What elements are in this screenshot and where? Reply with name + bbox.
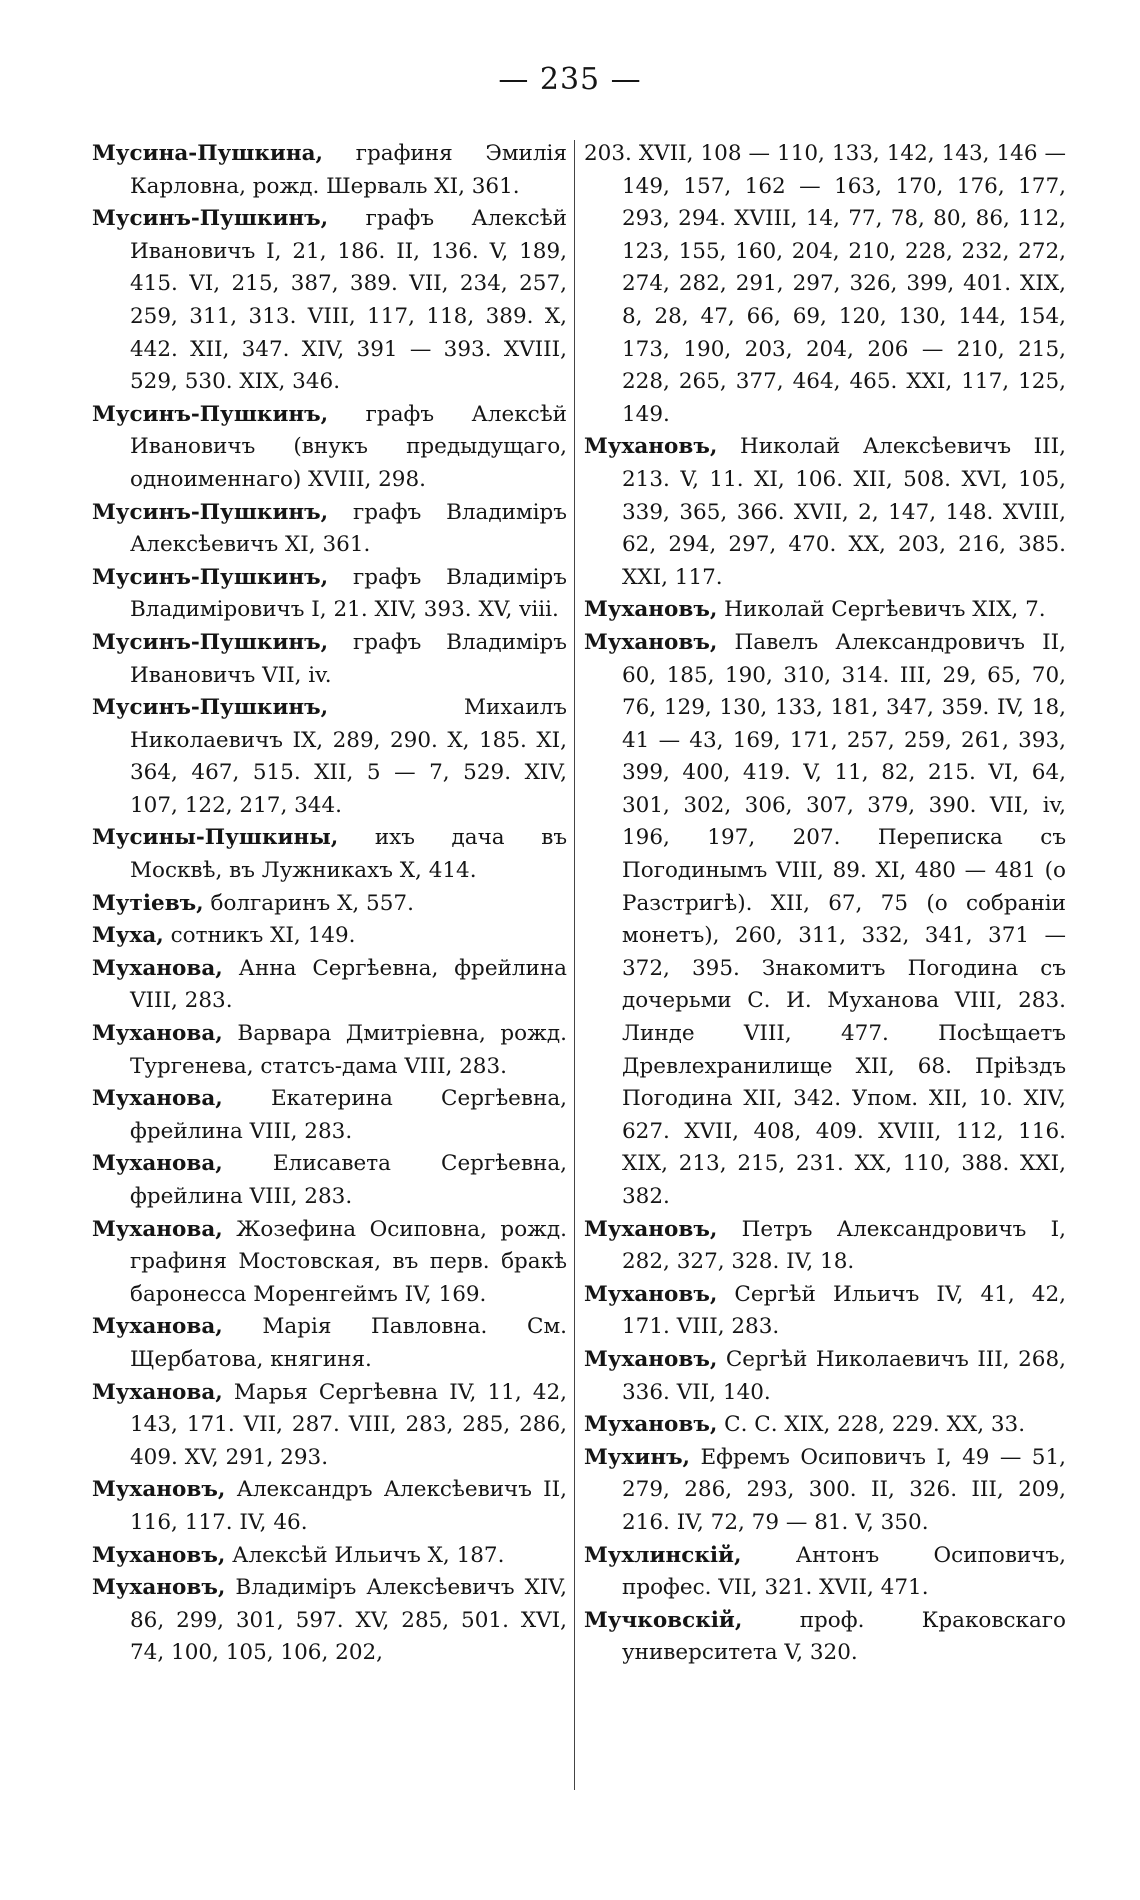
left-column: [92, 138, 567, 1670]
column-divider: [574, 140, 575, 1790]
entry-name: Мухановъ,: [584, 434, 718, 460]
entry-name: Мухановъ,: [92, 1477, 226, 1503]
index-entry: [584, 1605, 1066, 1670]
index-entry: [584, 431, 1066, 594]
entry-text: графъ Владиміръ Ивановичъ VII, iv.: [130, 629, 567, 688]
entry-text: Сергѣй Николаевичъ III, 268, 336. VII, 140.: [622, 1346, 1067, 1405]
entry-text: болгаринъ X, 557.: [210, 890, 414, 916]
index-entry: [92, 1214, 567, 1312]
index-entry: [92, 1311, 567, 1376]
entry-name: Мусинъ-Пушкинъ,: [92, 564, 329, 590]
right-column: [584, 138, 1066, 1670]
entry-name: Муханова,: [92, 1314, 223, 1340]
entry-name: Мухановъ,: [92, 1542, 226, 1568]
entry-text: Екатерина Сергѣевна, фрейлина VIII, 283.: [130, 1086, 567, 1144]
entry-text: Жозефина Осиповна, рожд. графиня Мостовская, въ перв. бракѣ баронесса Моренгеймъ IV, 169.: [130, 1216, 567, 1307]
entry-name: Мусинъ-Пушкинъ,: [92, 695, 329, 721]
index-entry: [92, 692, 567, 822]
entry-text: графъ Владиміръ Владиміровичъ I, 21. XIV, 393. XV, viii.: [130, 564, 567, 623]
entry-name: Мухановъ,: [584, 1281, 718, 1307]
index-entry: [92, 1018, 567, 1083]
index-entry: [584, 1214, 1066, 1279]
entry-text: 203. XVII, 108 — 110, 133, 142, 143, 146 — 149, 157, 162 — 163, 170, 176, 177, 293, 294. XVIII, 14, 77, 78, 80, 86, 112, 123, 155, 160, 204, 210, 228, 232, 272, 274, 282, 291, 297, 326, 399, 401. XIX, 8, 28, 47, 66, 69, 120, 130, 144, 154, 173, 190, 203, 204, 206 — 210, 215, 228, 265, 377, 464, 465. XXI, 117, 125, 149.: [584, 141, 1066, 427]
index-entry: [92, 497, 567, 562]
index-entry: [584, 627, 1066, 1214]
index-entry: [92, 562, 567, 627]
entry-name: Мухановъ,: [584, 1412, 718, 1438]
entry-name: Мусины-Пушкины,: [92, 825, 339, 851]
entry-text: графъ Алексѣй Ивановичъ I, 21, 186. II, 136. V, 189, 415. VI, 215, 387, 389. VII, 234, 257, 259, 311, 313. VIII, 117, 118, 389. X, 442. XII, 347. XIV, 391 — 393. XVIII, 529, 530. XIX, 346.: [130, 206, 567, 395]
entry-text: Варвара Дмитріевна, рожд. Тургенева, статсъ-дама VIII, 283.: [130, 1021, 567, 1079]
entry-name: Мусинъ-Пушкинъ,: [92, 499, 329, 525]
index-entry: [92, 203, 567, 399]
index-entry: [584, 1540, 1066, 1605]
entry-text: Павелъ Александровичъ II, 60, 185, 190, 310, 314. III, 29, 65, 70, 76, 129, 130, 133, 181, 347, 359. IV, 18, 41 — 43, 169, 171, 257, 259, 261, 393, 399, 400, 419. V, 11, 82, 215. VI, 64, 301, 302, 306, 307, 379, 390. VII, iv, 196, 197, 207. Переписка съ Погодинымъ VIII, 89. XI, 480 — 481 (о Разстригѣ). XII, 67, 75 (о собраніи монетъ), 260, 311, 332, 341, 371 — 372, 395. Знакомитъ Погодина съ дочерьми С. И. Мухановa VIII, 283. Линде VIII, 477. Посѣщаетъ Древлехранилище XII, 68. Пріѣздъ Погодина XII, 342. Упом. XII, 10. XIV, 627. XVII, 408, 409. XVIII, 112, 116. XIX, 213, 215, 231. XX, 110, 388. XXI, 382.: [622, 629, 1066, 1209]
index-entry: [584, 1279, 1066, 1344]
entry-text: Антонъ Осиповичъ, профес. VII, 321. XVII, 471.: [622, 1542, 1066, 1601]
entry-name: Мухановъ,: [92, 1575, 226, 1601]
entry-text: Александръ Алексѣевичъ II, 116, 117. IV, 46.: [130, 1477, 567, 1535]
index-entry: [92, 1083, 567, 1148]
entry-name: Муханова,: [92, 1216, 223, 1242]
entry-name: Мухановъ,: [584, 1346, 718, 1372]
index-entry: [92, 1572, 567, 1670]
entry-text: сотникъ XI, 149.: [170, 923, 356, 949]
entry-text: Елисавета Сергѣевна, фрейлина VIII, 283.: [130, 1151, 567, 1209]
entry-text: графъ Алексѣй Ивановичъ (внукъ предыдущаго, одноименнаго) XVIII, 298.: [130, 401, 567, 492]
index-entry: [584, 1409, 1066, 1442]
entry-text: Сергѣй Ильичъ IV, 41, 42, 171. VIII, 283.: [622, 1281, 1066, 1340]
entry-name: Мухановъ,: [584, 629, 718, 655]
entry-name: Мутіевъ,: [92, 890, 204, 916]
entry-text: графиня Эмилія Карловна, рожд. Шерваль XI, 361.: [130, 141, 567, 199]
entry-name: Мухлинскій,: [584, 1542, 742, 1568]
entry-text: Анна Сергѣевна, фрейлина VIII, 283.: [130, 955, 568, 1014]
entry-name: Мухановъ,: [584, 1216, 718, 1242]
index-entry: [92, 399, 567, 497]
entry-name: Муханова,: [92, 955, 223, 981]
index-entry: [92, 627, 567, 692]
entry-name: Муханова,: [92, 1021, 223, 1047]
entry-name: Мухинъ,: [584, 1444, 691, 1470]
index-entry: [584, 138, 1066, 431]
index-entry: [92, 1148, 567, 1213]
index-entry: [92, 1377, 567, 1475]
entry-name: Муханова,: [92, 1151, 223, 1177]
entry-text: графъ Владиміръ Алексѣевичъ XI, 361.: [130, 499, 567, 558]
index-entry: [584, 594, 1066, 627]
entry-text: Ефремъ Осиповичъ I, 49 — 51, 279, 286, 293, 300. II, 326. III, 209, 216. IV, 72, 79 — 81. V, 350.: [622, 1444, 1066, 1535]
entry-text: Николай Сергѣевичъ XIX, 7.: [724, 597, 1046, 623]
index-entry: [92, 920, 567, 953]
entry-text: С. С. XIX, 228, 229. XX, 33.: [724, 1412, 1026, 1438]
index-entry: [584, 1344, 1066, 1409]
index-entry: [92, 888, 567, 921]
entry-text: Петръ Александровичъ I, 282, 327, 328. IV, 18.: [622, 1216, 1066, 1275]
index-entry: [92, 822, 567, 887]
entry-name: Мусинъ-Пушкинъ,: [92, 206, 329, 232]
index-entry: [92, 953, 567, 1018]
entry-text: Марья Сергѣевна IV, 11, 42, 143, 171. VII, 287. VIII, 283, 285, 286, 409. XV, 291, 293.: [130, 1379, 567, 1470]
entry-name: Мусинъ-Пушкинъ,: [92, 629, 329, 655]
index-entry: [92, 1474, 567, 1539]
entry-name: Муханова,: [92, 1086, 223, 1112]
index-entry: [584, 1442, 1066, 1540]
entry-text: проф. Краковскаго университета V, 320.: [622, 1607, 1066, 1666]
entry-text: Николай Алексѣевичъ III, 213. V, 11. XI, 106. XII, 508. XVI, 105, 339, 365, 366. XVII, 2, 147, 148. XVIII, 62, 294, 297, 470. XX, 203, 216, 385. XXI, 117.: [622, 434, 1066, 590]
entry-text: Марія Павловна. См. Щербатова, княгиня.: [130, 1314, 567, 1372]
entry-name: Мусина-Пушкина,: [92, 141, 323, 166]
page-number: — 235 —: [498, 62, 642, 97]
index-entry: [92, 138, 567, 203]
entry-text: ихъ дача въ Москвѣ, въ Лужникахъ X, 414.: [130, 825, 567, 884]
entry-name: Муханова,: [92, 1379, 223, 1405]
entry-name: Мусинъ-Пушкинъ,: [92, 401, 329, 427]
entry-name: Муха,: [92, 923, 164, 949]
entry-name: Мухановъ,: [584, 597, 718, 623]
entry-text: Владиміръ Алексѣевичъ XIV, 86, 299, 301, 597. XV, 285, 501. XVI, 74, 100, 105, 106, 202,: [130, 1575, 567, 1666]
entry-text: Алексѣй Ильичъ X, 187.: [232, 1542, 505, 1568]
entry-text: Михаилъ Николаевичъ IX, 289, 290. X, 185. XI, 364, 467, 515. XII, 5 — 7, 529. XIV, 107, 122, 217, 344.: [130, 695, 567, 818]
entry-name: Мучковскій,: [584, 1607, 743, 1633]
index-entry: [92, 1540, 567, 1573]
